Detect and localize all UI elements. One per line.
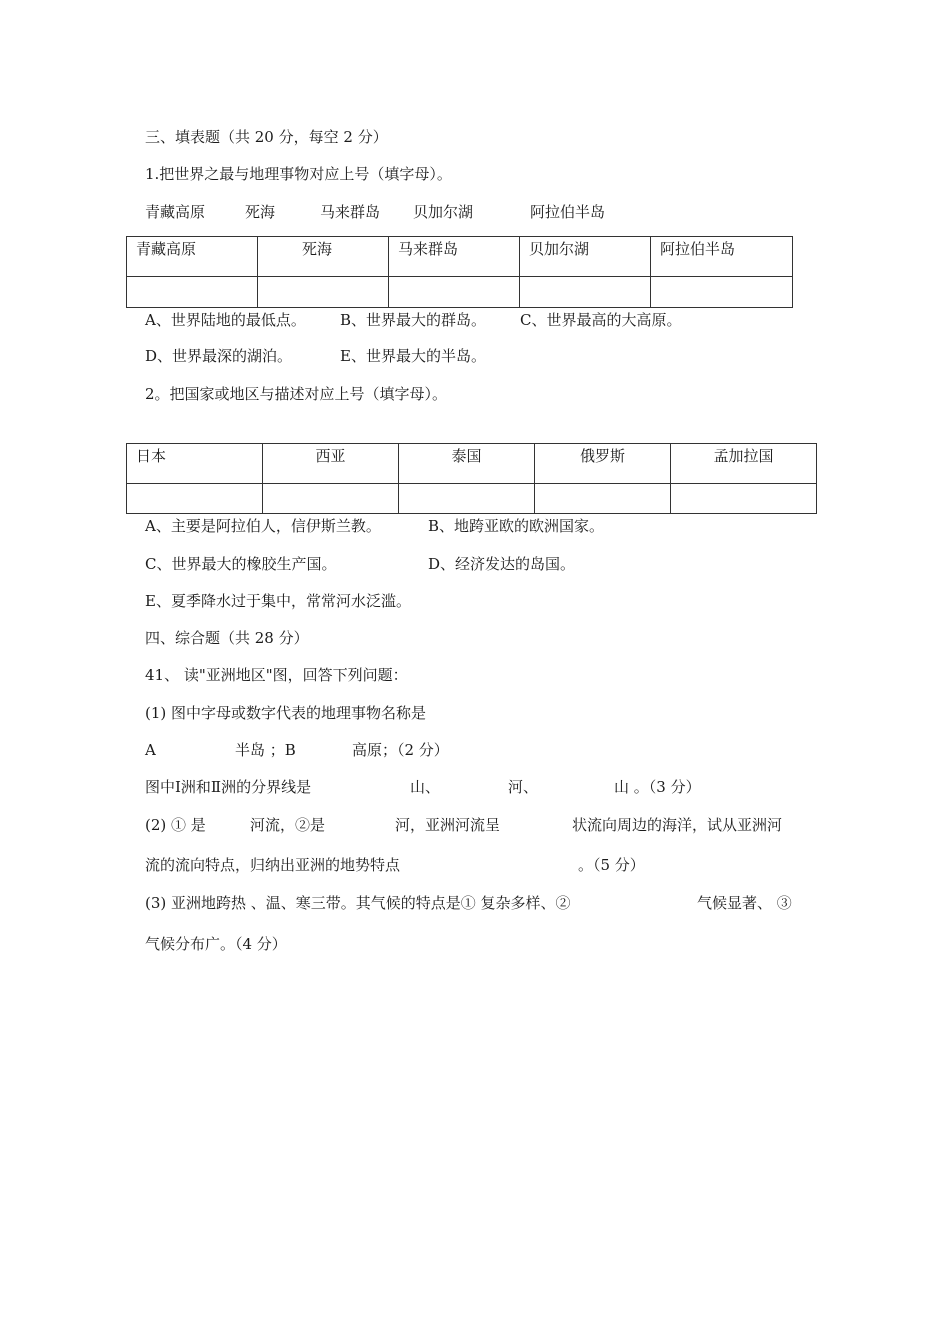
- q41-text: 。（5 分）: [578, 856, 645, 874]
- answer-cell[interactable]: [127, 484, 263, 514]
- q41-part1: (1) 图中字母或数字代表的地理事物名称是: [145, 704, 427, 722]
- q41-text: 气候分布广。（4 分）: [145, 935, 287, 953]
- q1-option: C、世界最高的大高原。: [520, 311, 682, 329]
- q41-text: (2) ① 是: [145, 816, 206, 834]
- q41-text: 流的流向特点，归纳出亚洲的地势特点: [145, 856, 401, 874]
- answer-cell[interactable]: [651, 277, 793, 308]
- q2-option: A、主要是阿拉伯人，信伊斯兰教。: [145, 517, 381, 535]
- q1-item: 青藏高原: [145, 203, 206, 221]
- q41-text: 高原；（2 分）: [352, 741, 449, 759]
- q2-answer-table: [126, 443, 817, 514]
- q41-text: 半岛 ；B: [235, 741, 296, 759]
- q2-option: E、夏季降水过于集中，常常河水泛滥。: [145, 592, 411, 610]
- table-header-cell: 日本: [127, 444, 263, 484]
- q1-option: A、世界陆地的最低点。: [145, 311, 306, 329]
- q1-option: E、世界最大的半岛。: [340, 347, 486, 365]
- table-header-cell: 孟加拉国: [671, 444, 817, 484]
- q41-stem: 41、 读"亚洲地区"图，回答下列问题：: [145, 666, 408, 684]
- answer-cell[interactable]: [389, 277, 520, 308]
- q1-option: D、世界最深的湖泊。: [145, 347, 293, 365]
- q2-option: D、经济发达的岛国。: [428, 555, 576, 573]
- table-header-cell: 贝加尔湖: [520, 237, 651, 277]
- q1-option: B、世界最大的群岛。: [340, 311, 487, 329]
- table-header-cell: 死海: [258, 237, 389, 277]
- table-header-cell: 泰国: [399, 444, 535, 484]
- table-header-cell: 马来群岛: [389, 237, 520, 277]
- section3-title: 三、填表题（共 20 分，每空 2 分）: [145, 128, 388, 146]
- table-header-cell: 俄罗斯: [535, 444, 671, 484]
- q41-text: 气候显著、 ③: [697, 894, 792, 912]
- answer-cell[interactable]: [399, 484, 535, 514]
- answer-cell[interactable]: [671, 484, 817, 514]
- section4-title: 四、综合题（共 28 分）: [145, 629, 309, 647]
- q2-stem: 2。把国家或地区与描述对应上号（填字母）。: [145, 385, 448, 403]
- table-header-cell: 西亚: [263, 444, 399, 484]
- q41-text: (3) 亚洲地跨热 、温、寒三带。其气候的特点是① 复杂多样、②: [145, 894, 571, 912]
- q1-stem: 1.把世界之最与地理事物对应上号（填字母）。: [145, 165, 452, 183]
- q41-text: 山、: [410, 778, 441, 796]
- q41-text: 河，亚洲河流呈: [395, 816, 501, 834]
- q1-item: 阿拉伯半岛: [530, 203, 606, 221]
- answer-cell[interactable]: [263, 484, 399, 514]
- answer-cell[interactable]: [535, 484, 671, 514]
- q1-item: 死海: [245, 203, 276, 221]
- table-header-cell: 青藏高原: [127, 237, 258, 277]
- q1-item: 马来群岛: [320, 203, 381, 221]
- answer-cell[interactable]: [258, 277, 389, 308]
- q41-text: 图中Ⅰ洲和Ⅱ洲的分界线是: [145, 778, 312, 796]
- q41-text: 山 。（3 分）: [614, 778, 701, 796]
- q1-item: 贝加尔湖: [413, 203, 474, 221]
- q41-text: 状流向周边的海洋，试从亚洲河: [572, 816, 783, 834]
- q1-answer-table: [126, 236, 793, 308]
- q41-text: 河流，②是: [250, 816, 326, 834]
- q41-text: A: [145, 741, 156, 759]
- q2-option: C、世界最大的橡胶生产国。: [145, 555, 337, 573]
- answer-cell[interactable]: [127, 277, 258, 308]
- answer-cell[interactable]: [520, 277, 651, 308]
- q41-text: 河、: [508, 778, 539, 796]
- table-header-cell: 阿拉伯半岛: [651, 237, 793, 277]
- q2-option: B、地跨亚欧的欧洲国家。: [428, 517, 605, 535]
